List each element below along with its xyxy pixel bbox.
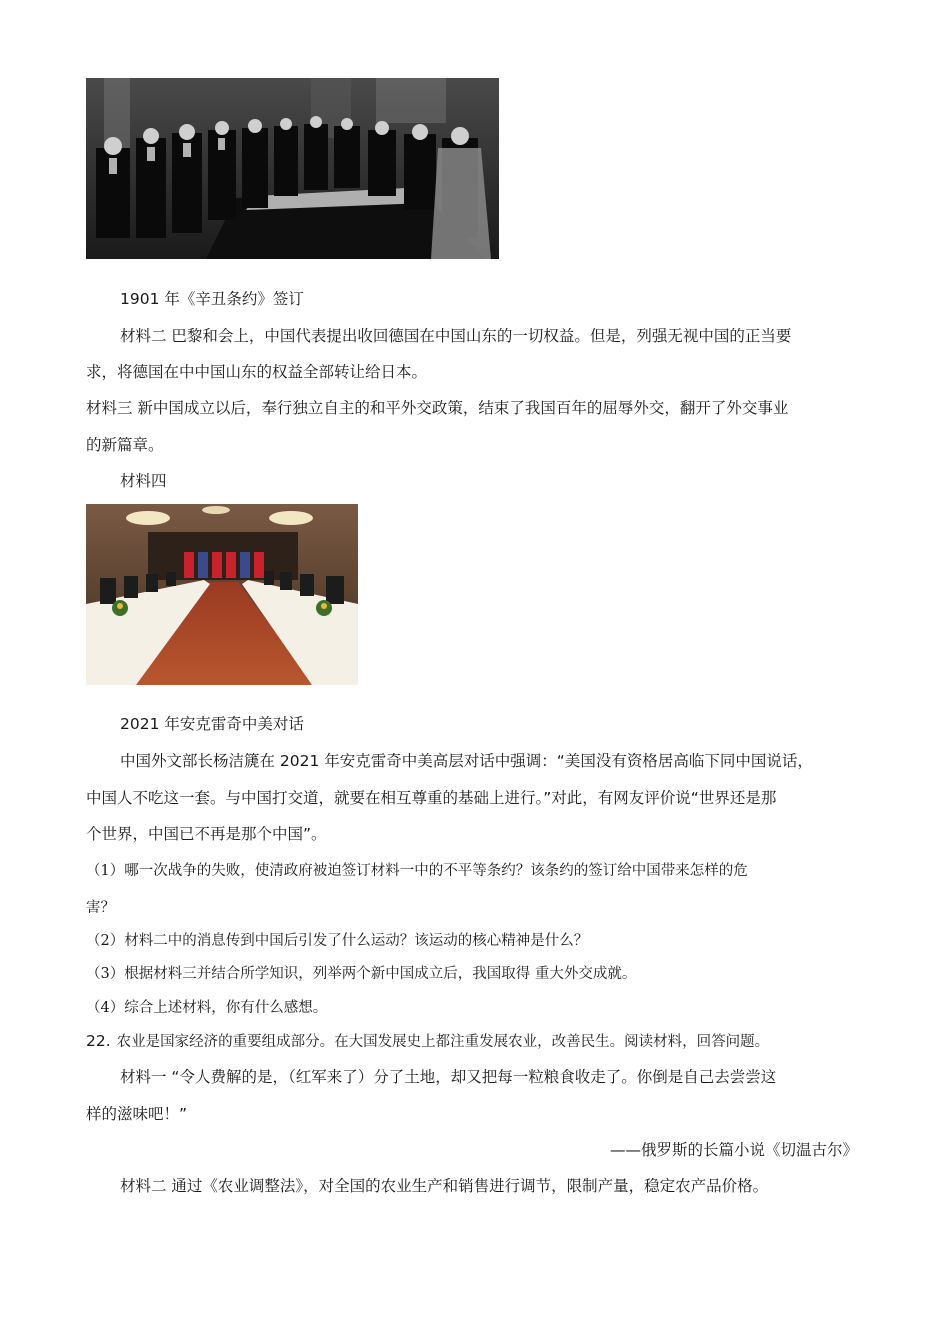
dialogue-meeting-illustration bbox=[86, 504, 358, 685]
question1-line1: （1）哪一次战争的失败，使清政府被迫签订材料一中的不平等条约？该条约的签订给中国带来怎样的危 bbox=[86, 863, 748, 879]
question3: （3）根据材料三并结合所学知识，列举两个新中国成立后，我国取得 重大外交成就。 bbox=[86, 966, 637, 982]
question22-intro-text: 农业是国家经济的重要组成部分。在大国发展史上都注重发展农业，改善民生。阅读材料，回答问题。 bbox=[116, 1034, 770, 1050]
photo1-caption: 1901 年《辛丑条约》签订 bbox=[120, 290, 304, 308]
material3-line1: 材料三 新中国成立以后，奉行独立自主的和平外交政策，结束了我国百年的屈辱外交，翻开了外交事业 bbox=[86, 399, 789, 417]
question22-number: 22. bbox=[86, 1032, 111, 1050]
material2-line2: 求，将德国在中中国山东的权益全部转让给日本。 bbox=[86, 363, 428, 381]
material4-line1: 中国外文部长杨洁篪在 2021 年安克雷奇中美高层对话中强调：“美国没有资格居高临下同中国说话， bbox=[120, 752, 813, 770]
material2-line1: 材料二 巴黎和会上，中国代表提出收回德国在中国山东的一切权益。但是，列强无视中国的正当要 bbox=[120, 327, 792, 345]
question2: （2）材料二中的消息传到中国后引发了什么运动？该运动的核心精神是什么？ bbox=[86, 933, 589, 949]
question4: （4）综合上述材料，你有什么感想。 bbox=[86, 1000, 328, 1016]
material4-line3: 个世界，中国已不再是那个中国”。 bbox=[86, 825, 327, 843]
question1-line2: 害？ bbox=[86, 900, 115, 916]
q22-material1-source: ——俄罗斯的长篇小说《切温古尔》 bbox=[609, 1141, 858, 1159]
q22-material2: 材料二 通过《农业调整法》，对全国的农业生产和销售进行调节，限制产量，稳定农产品价格。 bbox=[120, 1177, 769, 1195]
signing-ceremony-illustration bbox=[86, 78, 499, 259]
material4-heading: 材料四 bbox=[120, 472, 167, 490]
q22-material1-line1: 材料一 “令人费解的是，（红军来了）分了土地，却又把每一粒粮食收走了。你倒是自己去尝尝这 bbox=[120, 1068, 777, 1086]
photo2-caption: 2021 年安克雷奇中美对话 bbox=[120, 715, 304, 733]
material4-line2: 中国人不吃这一套。与中国打交道，就要在相互尊重的基础上进行。”对此，有网友评价说“世界还是那 bbox=[86, 789, 777, 807]
signing-ceremony-photo bbox=[86, 78, 499, 259]
material3-line2: 的新篇章。 bbox=[86, 436, 164, 454]
dialogue-meeting-photo bbox=[86, 504, 358, 685]
q22-material1-line2: 样的滋味吧！” bbox=[86, 1105, 188, 1123]
question22-intro bbox=[86, 1030, 769, 1053]
